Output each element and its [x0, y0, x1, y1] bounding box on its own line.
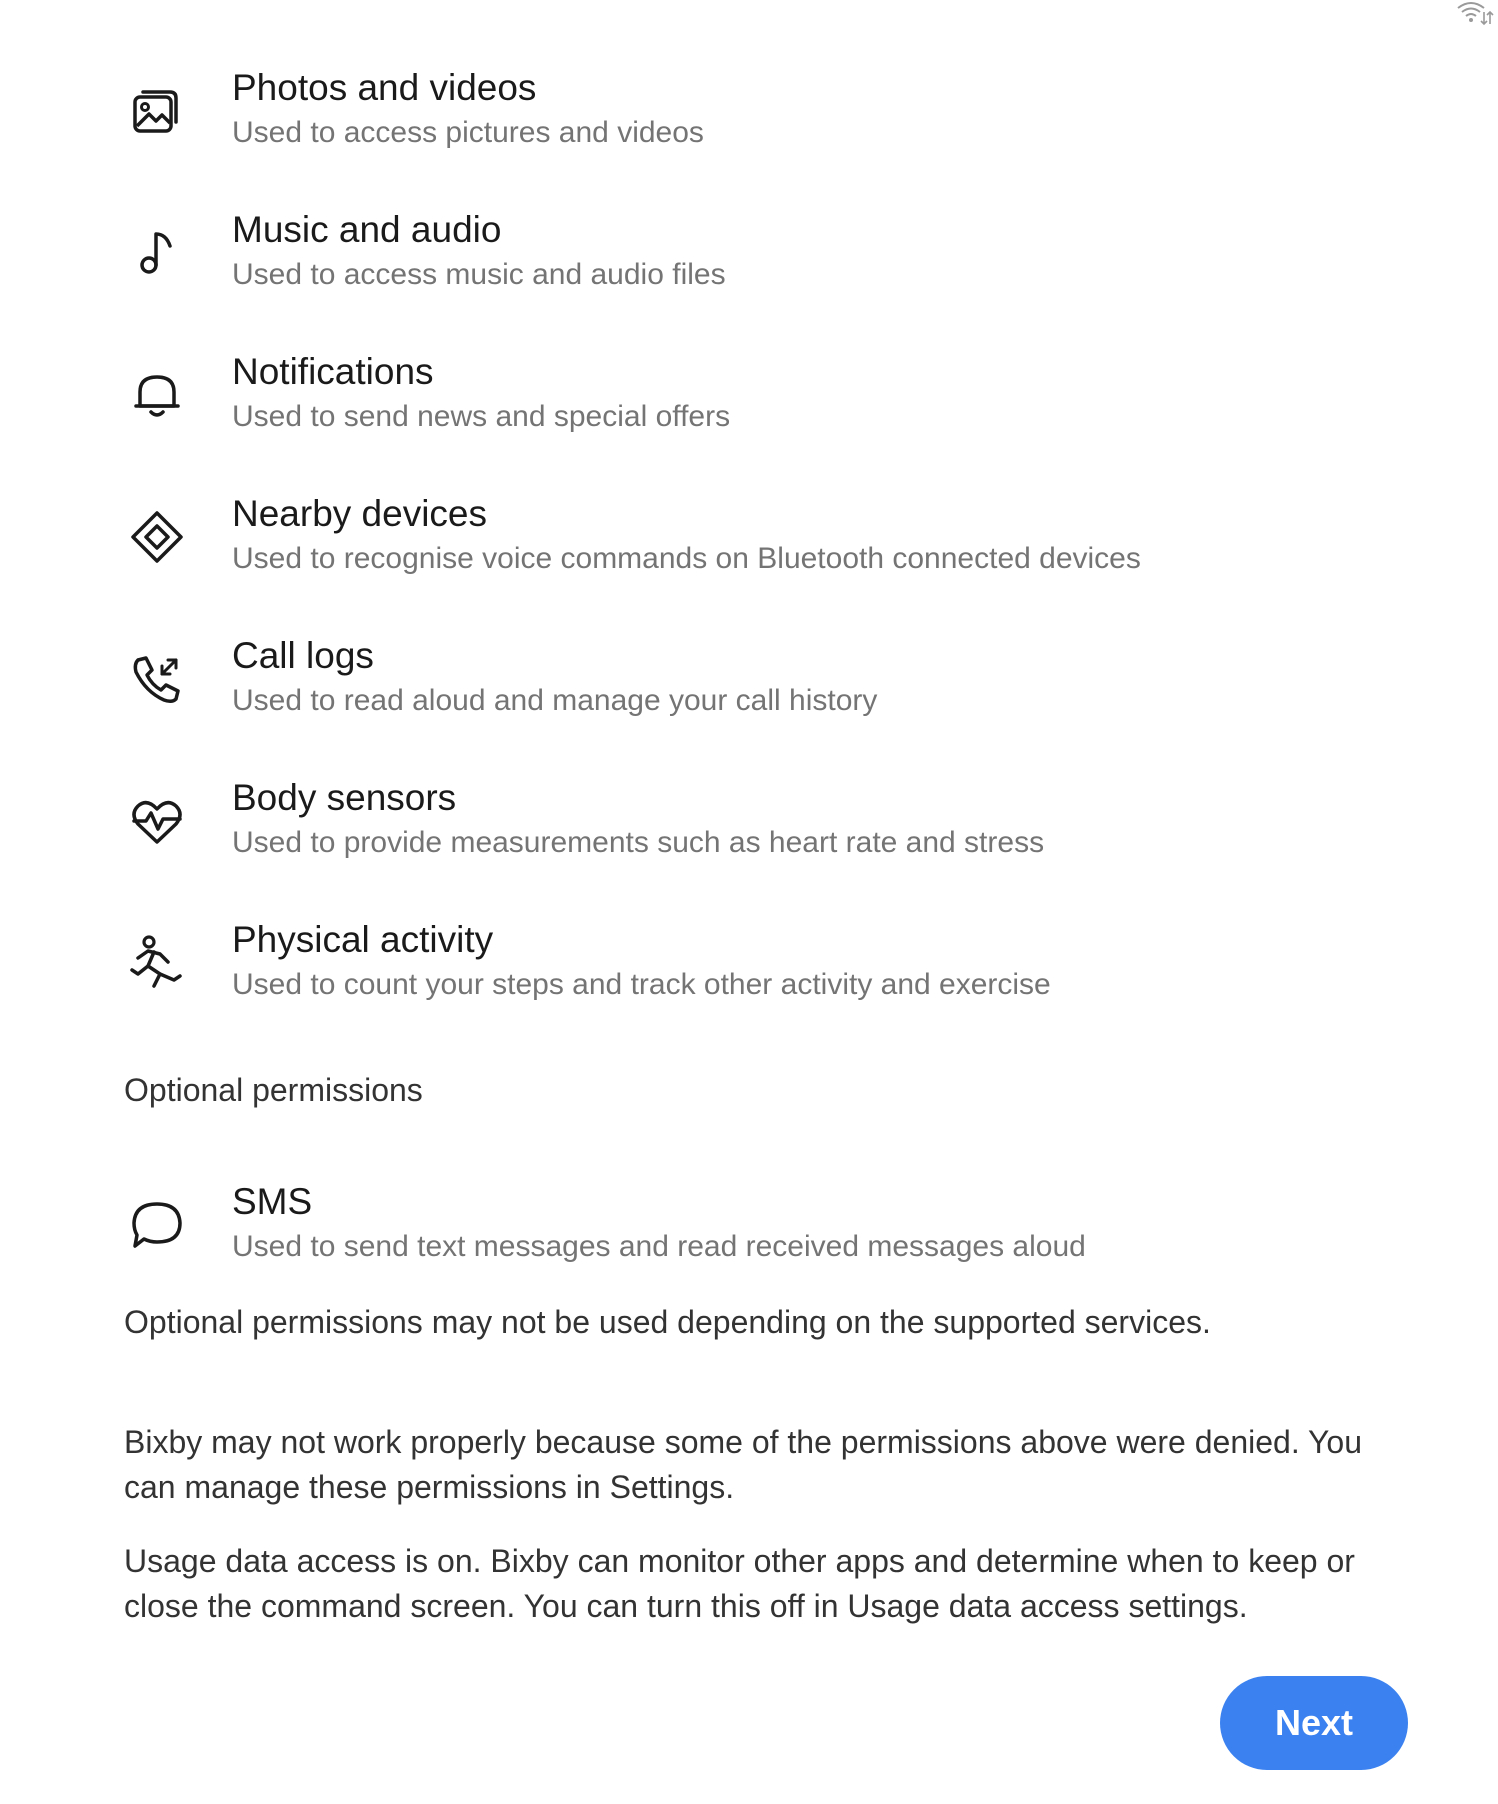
permission-description: Used to send text messages and read received messages aloud	[232, 1230, 1086, 1263]
usage-data-notice: Usage data access is on. Bixby can monitor other apps and determine when to keep or close the command screen. You can turn this off in Usage data access settings.	[124, 1543, 1355, 1624]
permission-title: SMS	[232, 1181, 313, 1222]
permission-description: Used to access pictures and videos	[232, 116, 704, 149]
permission-nearby-devices	[0, 492, 1498, 602]
permission-notifications	[0, 350, 1498, 460]
permission-physical-activity	[0, 918, 1498, 1028]
permission-description: Used to count your steps and track other activity and exercise	[232, 968, 1051, 1001]
wifi-data-icon	[1454, 0, 1494, 28]
permission-body-sensors	[0, 776, 1498, 886]
chat-bubble-icon	[124, 1192, 190, 1258]
permission-photos-videos	[0, 66, 1498, 176]
call-log-icon	[124, 646, 190, 712]
permission-description: Used to read aloud and manage your call history	[232, 684, 878, 717]
photos-icon	[124, 78, 190, 144]
permissions-denied-warning: Bixby may not work properly because some of the permissions above were denied. You can manage these permissions in Settings.	[124, 1424, 1363, 1505]
permission-music-audio	[0, 208, 1498, 318]
nearby-devices-icon	[124, 504, 190, 570]
next-button[interactable]: Next	[1220, 1676, 1408, 1770]
permission-title: Nearby devices	[232, 493, 488, 534]
permission-description: Used to access music and audio files	[232, 258, 726, 291]
bell-icon	[124, 362, 190, 428]
optional-permissions-header: Optional permissions	[124, 1072, 423, 1108]
optional-permissions-note: Optional permissions may not be used depending on the supported services.	[124, 1304, 1211, 1340]
music-note-icon	[124, 220, 190, 286]
permission-sms	[0, 1180, 1498, 1290]
heart-pulse-icon	[124, 788, 190, 854]
permission-call-logs	[0, 634, 1498, 744]
permission-title: Physical activity	[232, 919, 494, 960]
permission-title: Photos and videos	[232, 67, 537, 108]
permission-title: Music and audio	[232, 209, 502, 250]
running-person-icon	[124, 930, 190, 996]
permission-title: Body sensors	[232, 777, 457, 818]
permission-description: Used to send news and special offers	[232, 400, 731, 433]
permission-description: Used to provide measurements such as heart rate and stress	[232, 826, 1045, 859]
permission-description: Used to recognise voice commands on Bluetooth connected devices	[232, 542, 1141, 575]
permission-title: Call logs	[232, 635, 374, 676]
permission-title: Notifications	[232, 351, 434, 392]
